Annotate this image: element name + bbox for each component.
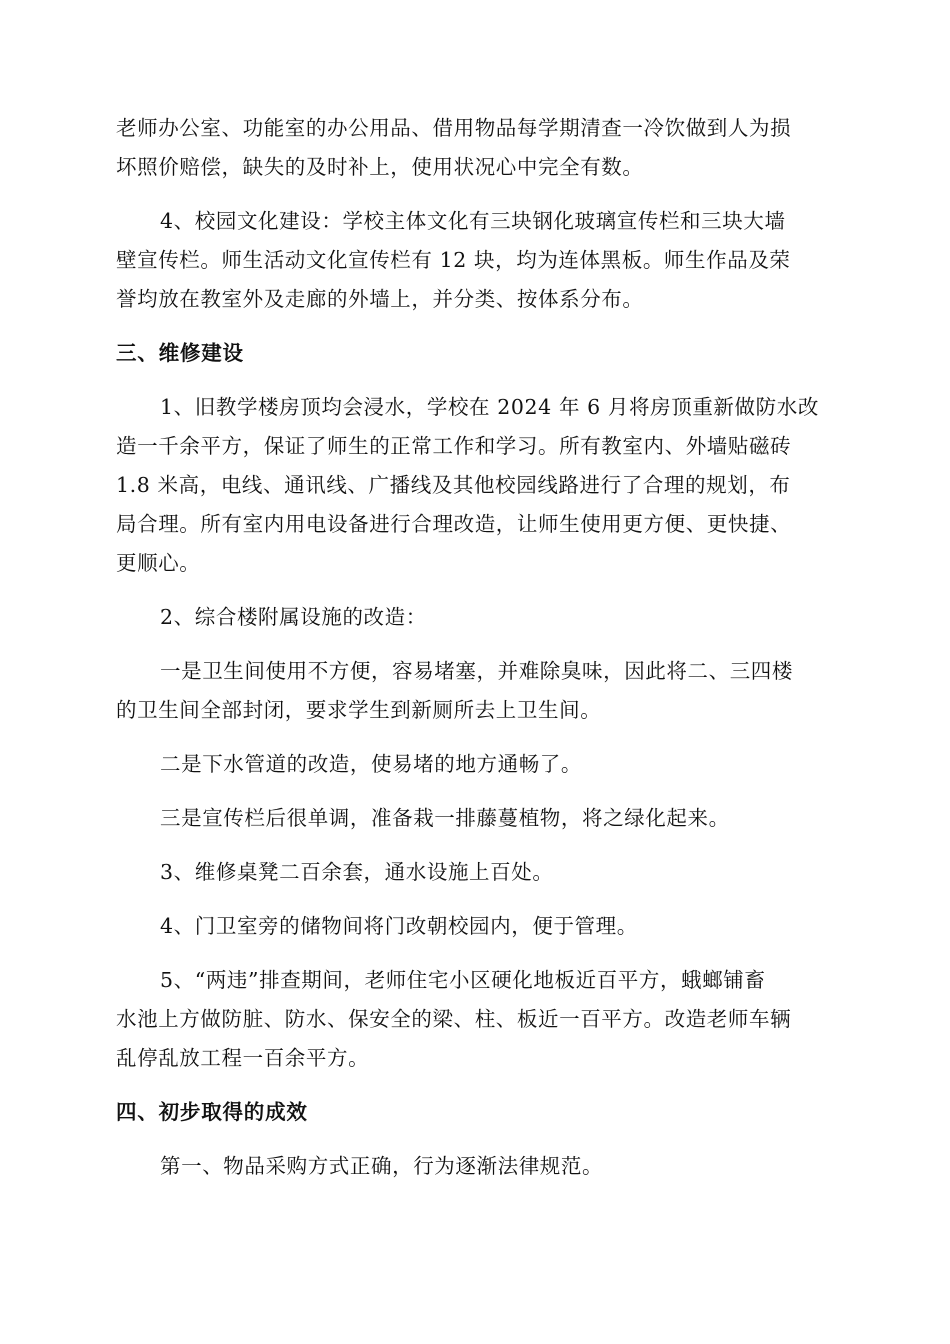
paragraph-line: 誉均放在教室外及走廊的外墙上，并分类、按体系分布。 — [116, 287, 644, 311]
section-heading: 三、维修建设 — [116, 341, 244, 365]
section-heading: 四、初步取得的成效 — [116, 1100, 308, 1124]
paragraph-line: 局合理。所有室内用电设备进行合理改造，让师生使用更方便、更快捷、 — [116, 512, 792, 536]
paragraph-line: 一是卫生间使用不方便，容易堵塞，并难除臭味，因此将二、三四楼 — [160, 659, 793, 683]
paragraph-line: 5、“两违”排查期间，老师住宅小区硬化地板近百平方，蛾螂铺畜 — [160, 968, 766, 992]
paragraph-line: 造一千余平方，保证了师生的正常工作和学习。所有教室内、外墙贴磁砖 — [116, 434, 792, 458]
paragraph-line: 坏照价赔偿，缺失的及时补上，使用状况心中完全有数。 — [116, 155, 644, 179]
paragraph-line: 二是下水管道的改造，使易堵的地方通畅了。 — [160, 752, 582, 776]
paragraph-line: 壁宣传栏。师生活动文化宣传栏有 12 块，均为连体黑板。师生作品及荣 — [116, 248, 791, 272]
paragraph-line: 1、旧教学楼房顶均会浸水，学校在 2024 年 6 月将房顶重新做防水改 — [160, 395, 819, 419]
paragraph-line: 1.8 米高，电线、通讯线、广播线及其他校园线路进行了合理的规划，布 — [116, 473, 791, 497]
paragraph-line: 更顺心。 — [116, 551, 201, 575]
paragraph-line: 2、综合楼附属设施的改造： — [160, 605, 427, 629]
paragraph-line: 第一、物品采购方式正确，行为逐渐法律规范。 — [160, 1154, 604, 1178]
paragraph-line: 4、校园文化建设：学校主体文化有三块钢化玻璃宣传栏和三块大墙 — [160, 209, 786, 233]
paragraph-line: 4、门卫室旁的储物间将门改朝校园内，便于管理。 — [160, 914, 638, 938]
paragraph-line: 水池上方做防脏、防水、保安全的梁、柱、板近一百平方。改造老师车辆 — [116, 1007, 792, 1031]
paragraph-line: 乱停乱放工程一百余平方。 — [116, 1046, 370, 1070]
paragraph-line: 三是宣传栏后很单调，准备栽一排藤蔓植物，将之绿化起来。 — [160, 806, 730, 830]
paragraph-line: 的卫生间全部封闭，要求学生到新厕所去上卫生间。 — [116, 698, 602, 722]
paragraph-line: 老师办公室、功能室的办公用品、借用物品每学期清查一冷饮做到人为损 — [116, 116, 792, 140]
paragraph-line: 3、维修桌凳二百余套，通水设施上百处。 — [160, 860, 554, 884]
